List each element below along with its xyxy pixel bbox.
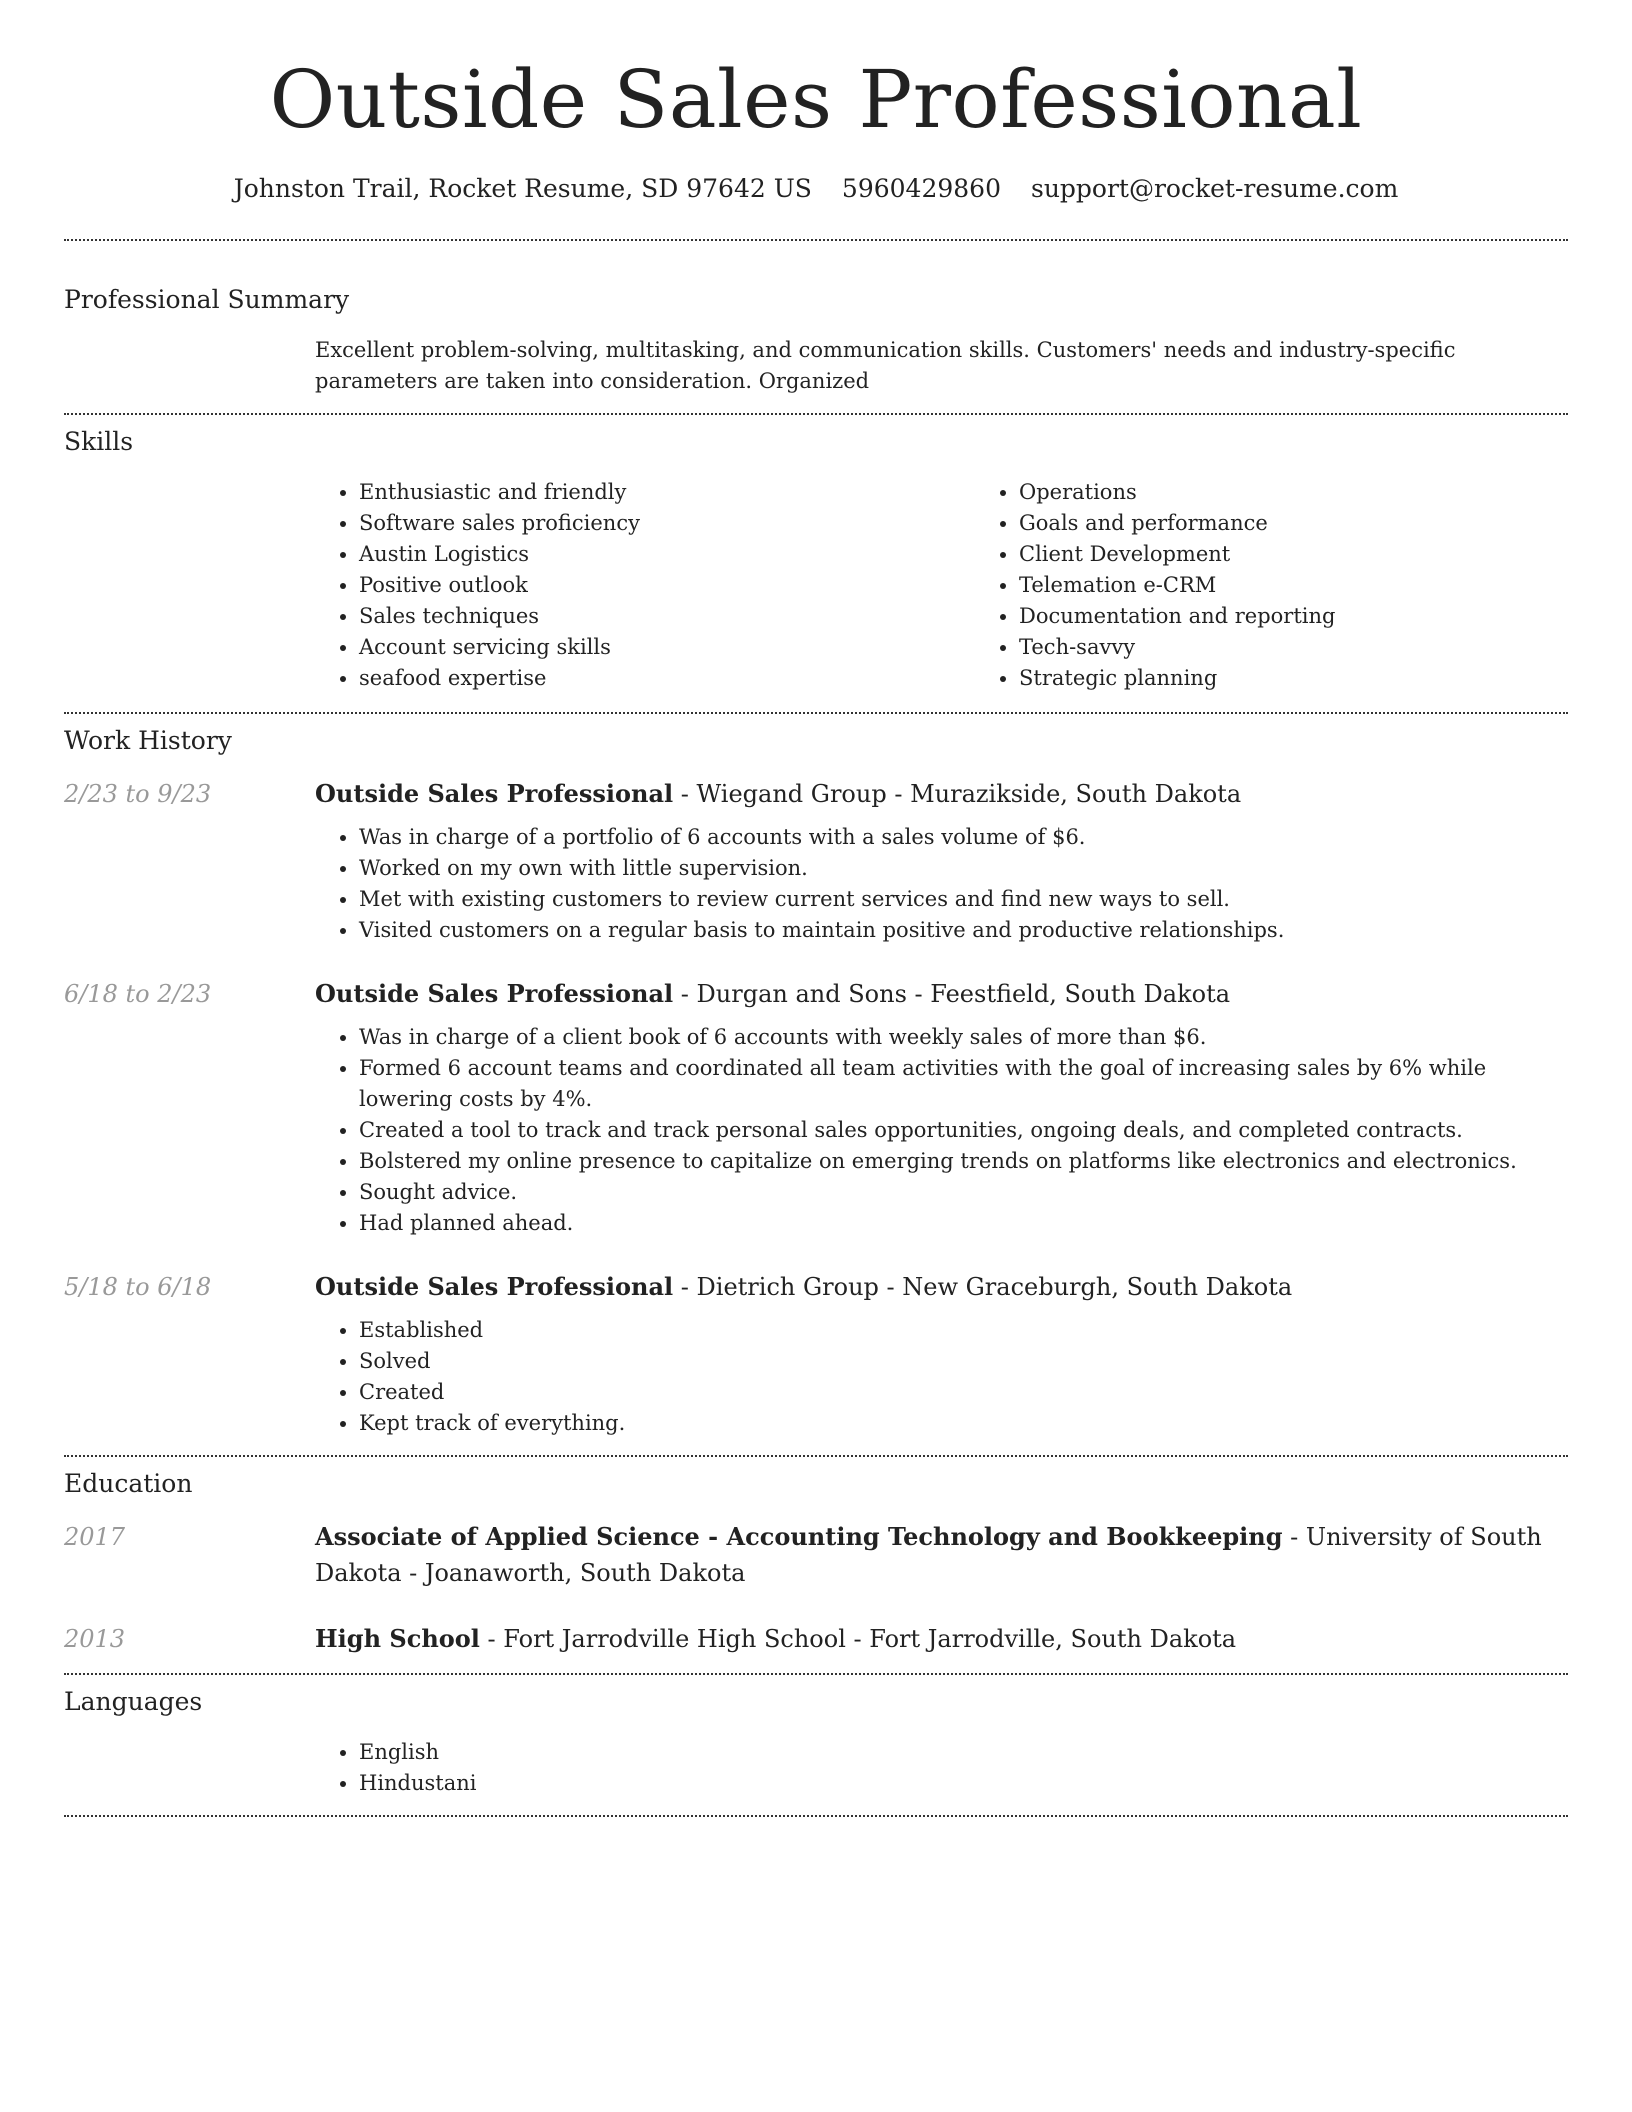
work-divider bbox=[64, 1455, 1568, 1457]
skill-item: • Sales techniques bbox=[359, 601, 975, 632]
job-bullet: • Was in charge of a client book of 6 accounts with weekly sales of more than $6. bbox=[359, 1022, 1568, 1053]
skill-item: • Telemation e-CRM bbox=[1019, 570, 1568, 601]
job-bullets bbox=[315, 1022, 1568, 1239]
summary-section bbox=[64, 285, 1568, 397]
education-year: 2017 bbox=[64, 1523, 126, 1551]
contact-email: support@rocket-resume.com bbox=[1030, 174, 1399, 203]
job-position: Outside Sales Professional bbox=[315, 779, 674, 808]
language-item: • English bbox=[359, 1737, 1568, 1768]
job-bullet: • Kept track of everything. bbox=[359, 1408, 1568, 1439]
skills-list-right bbox=[975, 477, 1568, 694]
skill-item: • Client Development bbox=[1019, 539, 1568, 570]
job-bullet: • Created a tool to track and track personal sales opportunities, ongoing deals, and completed contracts. bbox=[359, 1115, 1568, 1146]
job-bullet: • Visited customers on a regular basis to maintain positive and productive relationships. bbox=[359, 915, 1568, 946]
skill-item: • Austin Logistics bbox=[359, 539, 975, 570]
education-school: - University of South Dakota - Joanaworth, South Dakota bbox=[315, 1523, 1542, 1587]
skills-section bbox=[64, 427, 1568, 694]
job-title bbox=[315, 776, 1568, 812]
education-degree: High School bbox=[315, 1624, 480, 1653]
skill-item: • Positive outlook bbox=[359, 570, 975, 601]
job-bullet: • Had planned ahead. bbox=[359, 1208, 1568, 1239]
summary-divider bbox=[64, 413, 1568, 415]
education-year: 2013 bbox=[64, 1625, 126, 1653]
languages-title: Languages bbox=[64, 1687, 203, 1716]
education-entry bbox=[64, 1621, 1568, 1657]
job-company: - Wiegand Group - Murazikside, South Dakota bbox=[673, 780, 1242, 808]
job-company: - Dietrich Group - New Graceburgh, South Dakota bbox=[673, 1273, 1293, 1301]
job-entry bbox=[64, 776, 1568, 946]
job-bullet: • Solved bbox=[359, 1346, 1568, 1377]
education-section bbox=[64, 1469, 1568, 1657]
job-position: Outside Sales Professional bbox=[315, 1272, 674, 1301]
summary-text: Excellent problem-solving, multitasking, and communication skills. Customers' needs and industry-specific parameters are taken into consideration. Organized bbox=[315, 338, 1456, 393]
education-title: Education bbox=[64, 1469, 193, 1498]
skill-item: • Goals and performance bbox=[1019, 508, 1568, 539]
education-degree: Associate of Applied Science - Accounting Technology and Bookkeeping bbox=[315, 1522, 1283, 1551]
job-bullet: • Met with existing customers to review current services and find new ways to sell. bbox=[359, 884, 1568, 915]
candidate-name: Outside Sales Professional bbox=[269, 53, 1363, 146]
education-entry bbox=[64, 1519, 1568, 1591]
job-position: Outside Sales Professional bbox=[315, 979, 674, 1008]
job-dates: 2/23 to 9/23 bbox=[64, 780, 212, 808]
education-school: - Fort Jarrodville High School - Fort Jarrodville, South Dakota bbox=[479, 1625, 1237, 1653]
language-item: • Hindustani bbox=[359, 1768, 1568, 1799]
job-title bbox=[315, 1269, 1568, 1305]
job-dates: 5/18 to 6/18 bbox=[64, 1273, 212, 1301]
summary-title: Professional Summary bbox=[64, 285, 350, 314]
job-dates: 6/18 to 2/23 bbox=[64, 980, 212, 1008]
skill-item: • Operations bbox=[1019, 477, 1568, 508]
languages-list bbox=[315, 1737, 1568, 1799]
job-bullet: • Bolstered my online presence to capitalize on emerging trends on platforms like electronics and electronics. bbox=[359, 1146, 1568, 1177]
job-company: - Durgan and Sons - Feestfield, South Dakota bbox=[673, 980, 1231, 1008]
skill-item: • Account servicing skills bbox=[359, 632, 975, 663]
job-bullet: • Worked on my own with little supervision. bbox=[359, 853, 1568, 884]
job-bullet: • Established bbox=[359, 1315, 1568, 1346]
education-detail bbox=[315, 1519, 1568, 1591]
work-section bbox=[64, 726, 1568, 1439]
languages-divider bbox=[64, 1815, 1568, 1817]
skills-title: Skills bbox=[64, 427, 134, 456]
languages-section bbox=[64, 1687, 1568, 1799]
job-bullet: • Was in charge of a portfolio of 6 accounts with a sales volume of $6. bbox=[359, 822, 1568, 853]
job-entry bbox=[64, 1269, 1568, 1439]
contact-line bbox=[64, 174, 1568, 203]
skill-item: • seafood expertise bbox=[359, 663, 975, 694]
job-bullet: • Formed 6 account teams and coordinated all team activities with the goal of increasing sales by 6% while lowering costs by 4%. bbox=[359, 1053, 1568, 1115]
contact-address: Johnston Trail, Rocket Resume, SD 97642 US bbox=[233, 174, 812, 203]
job-bullet: • Sought advice. bbox=[359, 1177, 1568, 1208]
skill-item: • Documentation and reporting bbox=[1019, 601, 1568, 632]
contact-phone: 5960429860 bbox=[841, 174, 1001, 203]
job-title bbox=[315, 976, 1568, 1012]
skills-list-left bbox=[315, 477, 975, 694]
work-title: Work History bbox=[64, 726, 232, 755]
education-detail bbox=[315, 1621, 1568, 1657]
skill-item: • Enthusiastic and friendly bbox=[359, 477, 975, 508]
skill-item: • Strategic planning bbox=[1019, 663, 1568, 694]
job-bullets bbox=[315, 822, 1568, 946]
skills-divider bbox=[64, 712, 1568, 714]
job-bullet: • Created bbox=[359, 1377, 1568, 1408]
education-divider bbox=[64, 1673, 1568, 1675]
job-entry bbox=[64, 976, 1568, 1239]
skill-item: • Software sales proficiency bbox=[359, 508, 975, 539]
skill-item: • Tech-savvy bbox=[1019, 632, 1568, 663]
job-bullets bbox=[315, 1315, 1568, 1439]
header-divider bbox=[64, 239, 1568, 241]
